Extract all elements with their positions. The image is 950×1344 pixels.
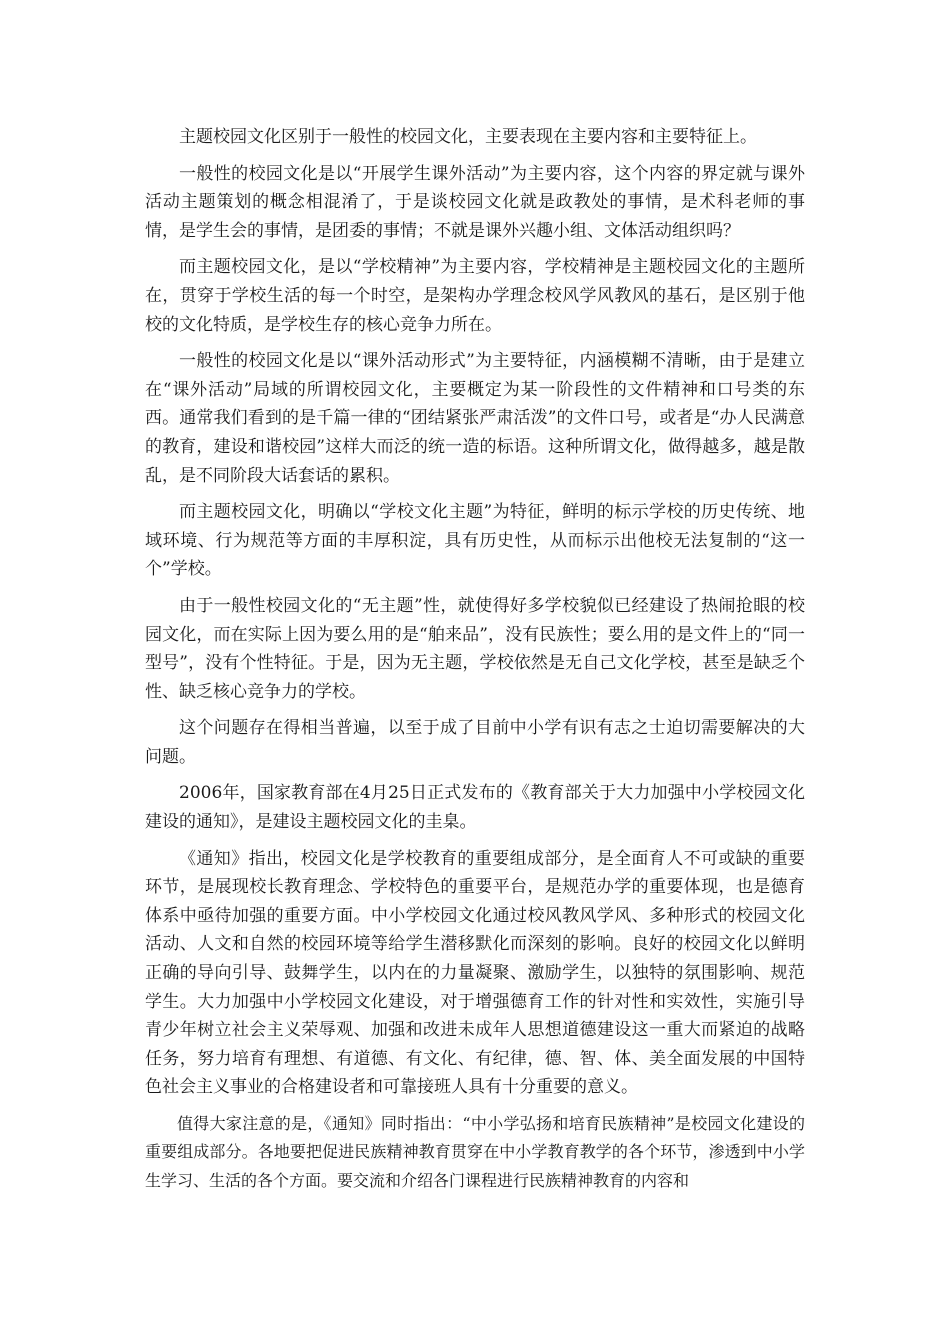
paragraph-10: 值得大家注意的是，《通知》同时指出：“中小学弘扬和培育民族精神”是校园文化建设的重要组成部分。各地要把促进民族精神教育贯穿在中小学教育教学的各个环节，渗透到中小学生学习、生活的各个方面。要交流和介绍各门课程进行民族精神教育的内容和 — [145, 1114, 805, 1190]
paragraph-6: 由于一般性校园文化的“无主题”性，就使得好多学校貌似已经建设了热闹抢眼的校园文化，而在实际上因为要么用的是“舶来品”，没有民族性；要么用的是文件上的“同一型号”，没有个性特征。于是，因为无主题，学校依然是无自己文化学校，甚至是缺乏个性、缺乏核心竞争力的学校。 — [145, 595, 805, 702]
paragraph-8: 2006年，国家教育部在4月25日正式发布的《教育部关于大力加强中小学校园文化建设的通知》，是建设主题校园文化的圭臬。 — [145, 783, 805, 833]
paragraph-7: 这个问题存在得相当普遍，以至于成了目前中小学有识有志之士迫切需要解决的大问题。 — [145, 718, 805, 767]
paragraph-2: 一般性的校园文化是以“开展学生课外活动”为主要内容，这个内容的界定就与课外活动主题策划的概念相混淆了，于是谈校园文化就是政教处的事情，是术科老师的事情，是学生会的事情，是团委的事情；不就是课外兴趣小组、文体活动组织吗？ — [145, 163, 805, 241]
paragraph-4: 一般性的校园文化是以“课外活动形式”为主要特征，内涵模糊不清晰，由于是建立在“课外活动”局域的所谓校园文化，主要概定为某一阶段性的文件精神和口号类的东西。通常我们看到的是千篇一律的“团结紧张严肃活泼”的文件口号，或者是“办人民满意的教育，建设和谐校园”这样大而泛的统一造的标语。这种所谓文化，做得越多，越是散乱，是不同阶段大话套话的累积。 — [145, 351, 805, 486]
paragraph-3: 而主题校园文化，是以“学校精神”为主要内容，学校精神是主题校园文化的主题所在，贯穿于学校生活的每一个时空，是架构办学理念校风学风教风的基石，是区别于他校的文化特质，是学校生存的核心竞争力所在。 — [145, 257, 805, 335]
paragraph-1: 主题校园文化区别于一般性的校园文化，主要表现在主要内容和主要特征上。 — [179, 127, 757, 147]
paragraph-9: 《通知》指出，校园文化是学校教育的重要组成部分，是全面育人不可或缺的重要环节，是展现校长教育理念、学校特色的重要平台，是规范办学的重要体现，也是德育体系中亟待加强的重要方面。中小学校园文化通过校风教风学风、多种形式的校园文化活动、人文和自然的校园环境等给学生潜移默化而深刻的影响。良好的校园文化以鲜明正确的导向引导、鼓舞学生，以内在的力量凝聚、激励学生，以独特的氛围影响、规范学生。大力加强中小学校园文化建设，对于增强德育工作的针对性和实效性，实施引导青少年树立社会主义荣辱观、加强和改进未成年人思想道德建设这一重大而紧迫的战略任务，努力培育有理想、有道德、有文化、有纪律，德、智、体、美全面发展的中国特色社会主义事业的合格建设者和可靠接班人具有十分重要的意义。 — [145, 848, 805, 1098]
document-body — [145, 123, 805, 1203]
paragraph-5: 而主题校园文化，明确以“学校文化主题”为特征，鲜明的标示学校的历史传统、地域环境、行为规范等方面的丰厚积淀，具有历史性，从而标示出他校无法复制的“这一个”学校。 — [145, 502, 805, 580]
